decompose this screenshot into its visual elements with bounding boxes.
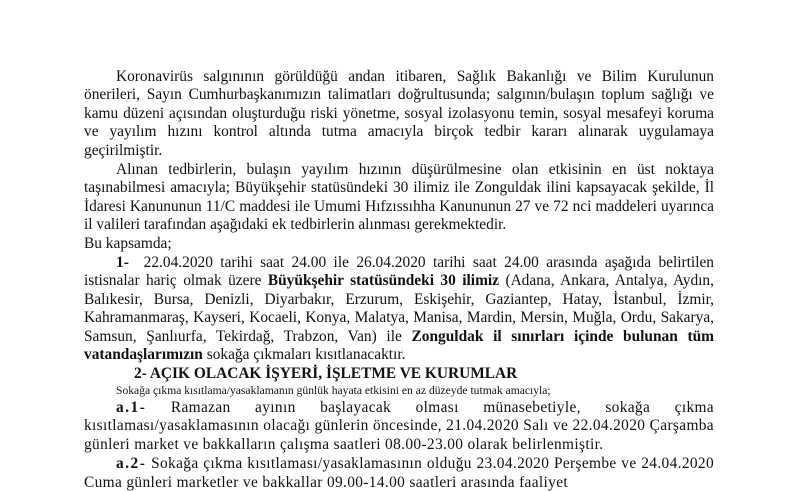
item-a1-paragraph [84, 399, 714, 454]
item-1-text-middle: (Adana, Ankara, Antalya, Aydın, Balıkesir, Bursa, Denizli, Diyarbakır, Erzurum, Eskişehir, Gaziantep, Hatay, İstanbul, İzmir, Kahramanmaraş, Kayseri, Kocaeli, Konya, Malatya, Manisa, Mardin, Mersin, Muğla, Ordu, Sakarya, Samsun, Şanlıurfa, Tekirdağ, Trabzon, Van) ile [84, 272, 714, 345]
intro-paragraph: Koronavirüs salgınının görüldüğü andan itibaren, Sağlık Bakanlığı ve Bilim Kurulunun önerileri, Sayın Cumhurbaşkanımızın talimatları doğrultusunda; salgının/bulaşın toplum sağlığı ve kamu düzeni açısından oluşturduğu riski yönetme, sosyal izolasyonu temin, sosyal mesafeyi koruma ve yayılım hızını kontrol altında tutma amacıyla birçok tedbir kararı alınarak uygulamaya geçirilmiştir. [84, 68, 714, 159]
item-a1-label: a.1- [116, 398, 147, 416]
section-2-subtitle: Sokağa çıkma kısıtlama/yasaklamanın günlük hayata etkisini en az düzeyde tutmak amacıyla; [116, 383, 551, 397]
item-a1-text: Ramazan ayının başlayacak olması münasebetiyle, sokağa çıkma kısıtlaması/yasaklamasının olacağı günlerin öncesinde, 21.04.2020 Salı ve 22.04.2020 Çarşamba günleri market ve bakkalların çalışma saatleri 08.00-23.00 olarak belirlenmiştir. [84, 398, 714, 453]
item-1-text-after: sokağa çıkmaları kısıtlanacaktır. [206, 346, 406, 364]
item-1-bold-two: Zonguldak il sınırları içinde bulunan tüm vatandaşlarımızın [84, 327, 714, 364]
item-1-text-before: 22.04.2020 tarihi saat 24.00 ile 26.04.2020 tarihi saat 24.00 arasında aşağıda belirtilen istisnalar hariç olmak üzere [84, 254, 714, 290]
section-2-heading: 2- AÇIK OLACAK İŞYERİ, İŞLETME VE KURUMLAR [134, 364, 518, 382]
item-1-bold-one: Büyükşehir statüsündeki 30 ilimiz [267, 272, 499, 290]
second-paragraph: Alınan tedbirlerin, bulaşın yayılım hızının düşürülmesine olan etkisinin en üst noktaya taşınabilmesi amacıyla; Büyükşehir statüsündeki 30 ilimiz ile Zonguldak ilini kapsayacak şekilde, İl İdaresi Kanununun 11/C maddesi ile Umumi Hıfzıssıhha Kanununun 27 ve 72 nci maddeleri uyarınca il valileri tarafından aşağıdaki ek tedbirlerin alınması gerekmektedir. [84, 161, 714, 234]
item-1-paragraph [84, 254, 714, 364]
document-body [84, 68, 714, 491]
item-a2-text: Sokağa çıkma kısıtlaması/yasaklamasının olduğu 23.04.2020 Perşembe ve 24.04.2020 Cuma günleri marketler ve bakkallar 09.00-14.00 saatleri arasında faaliyet [84, 455, 714, 491]
item-a2-label: a.2- [116, 455, 147, 473]
scope-line: Bu kapsamda; [84, 234, 172, 252]
item-a2-paragraph [84, 455, 714, 491]
item-1-number: 1- [116, 254, 129, 272]
